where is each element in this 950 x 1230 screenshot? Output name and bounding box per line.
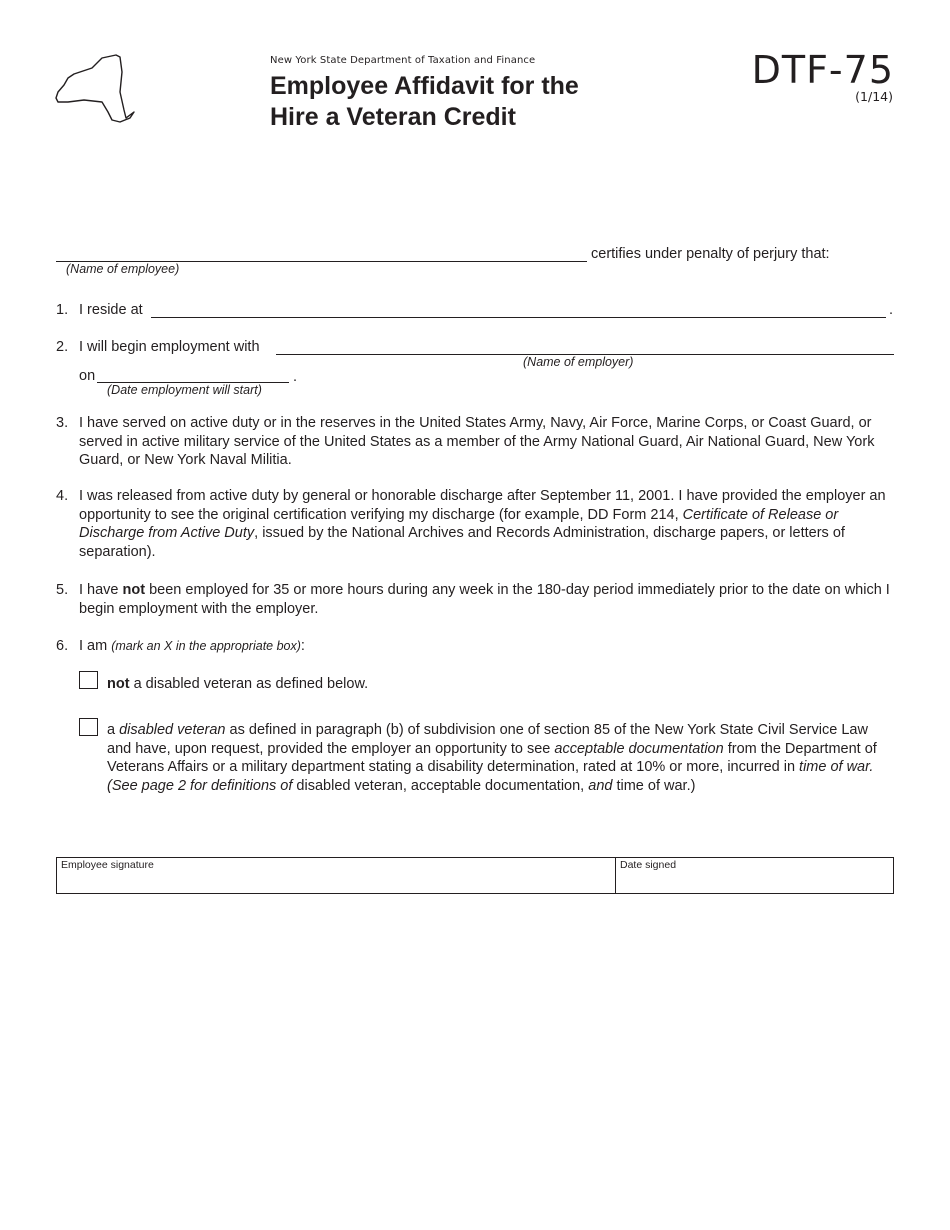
date-signed-field[interactable] — [616, 858, 893, 893]
item-5-text-c: been employed for 35 or more hours during any week in the 180-day period immediately prior to the date on which I begin employment with the employer. — [79, 582, 890, 617]
employee-name-caption: (Name of employee) — [66, 262, 180, 276]
residence-field[interactable] — [151, 317, 886, 318]
signature-box — [56, 857, 894, 894]
start-date-caption: (Date employment will start) — [107, 383, 262, 397]
option-time-of-war-note: time of war. (See page 2 for definitions of — [107, 759, 874, 795]
option-not-disabled-text — [107, 675, 368, 694]
agency-name: New York State Department of Taxation and Finance — [270, 55, 536, 66]
employee-signature-label: Employee signature — [61, 859, 154, 871]
on-label: on — [79, 368, 96, 384]
item-6-number: 6. — [56, 638, 69, 654]
option-and: and — [588, 778, 613, 795]
item-1-number: 1. — [56, 302, 69, 318]
employee-signature-field[interactable] — [57, 858, 616, 893]
item-1-period: . — [889, 302, 894, 318]
option-disabled-e: from the Department of Veterans Affairs or a military department stating a disability determination, rated at 10% or more, incurred in — [107, 740, 877, 776]
employer-name-caption: (Name of employer) — [523, 355, 634, 369]
form-revision: (1/14) — [855, 89, 893, 104]
item-5-text-a: I have — [79, 582, 123, 598]
option-not-disabled-rest: a disabled veteran as defined below. — [129, 676, 369, 692]
item-1-text: I reside at — [79, 302, 143, 318]
form-title — [270, 71, 579, 133]
option-disabled-i: time of war.) — [612, 778, 696, 795]
not-disabled-veteran-checkbox[interactable] — [79, 671, 98, 689]
item-4-text-a: I was released from active duty by general or honorable discharge after September 11, 2001. I have provided the employer an opportunity to see the original certification verifying my discharge (for example, DD Form 214, — [79, 488, 886, 523]
item-2-number: 2. — [56, 339, 69, 355]
item-2-text: I will begin employment with — [79, 339, 260, 355]
item-6-instruction: (mark an X in the appropriate box) — [111, 639, 301, 653]
item-5-not: not — [122, 582, 146, 598]
option-not-bold: not — [107, 676, 130, 692]
item-3-number: 3. — [56, 415, 69, 431]
item-5-number: 5. — [56, 582, 69, 598]
item-6-colon: : — [300, 638, 305, 654]
item-5-text — [79, 581, 894, 618]
option-disabled-term: disabled veteran — [119, 722, 226, 738]
option-disabled-text — [107, 721, 894, 796]
date-signed-label: Date signed — [620, 859, 677, 871]
item-6-text — [79, 637, 894, 656]
item-4-text — [79, 487, 894, 562]
option-disabled-a: a — [107, 722, 120, 738]
option-disabled-g: disabled veteran, acceptable documentation, — [292, 778, 589, 795]
item-3-text: I have served on active duty or in the reserves in the United States Army, Navy, Air Force, Marine Corps, or Coast Guard, or served in active military service of the United States as a member of the Army National Guard, Air National Guard, New York Guard, or New York Naval Militia. — [79, 415, 875, 469]
option-acceptable-documentation: acceptable documentation — [554, 740, 724, 757]
item-4-certificate-title: Certificate of Release or Discharge from Active Duty — [79, 506, 839, 542]
item-4-text-c: , issued by the National Archives and Records Administration, discharge papers, or letters of separation). — [79, 525, 845, 561]
disabled-veteran-checkbox[interactable] — [79, 718, 98, 736]
item-4-number: 4. — [56, 488, 69, 504]
item-6-i-am: I am — [79, 638, 112, 654]
form-title-line1: Employee Affidavit for the — [270, 72, 579, 100]
form-number: DTF-75 — [751, 48, 894, 92]
option-disabled-c: as defined in paragraph (b) of subdivision one of section 85 of the New York State Civil Service Law and have, upon request, provided the employer an opportunity to see — [107, 722, 868, 757]
certifies-text: certifies under penalty of perjury that: — [591, 246, 830, 262]
new-york-state-map-logo — [54, 52, 136, 124]
item-2-period: . — [293, 369, 298, 385]
form-title-line2: Hire a Veteran Credit — [270, 103, 516, 131]
